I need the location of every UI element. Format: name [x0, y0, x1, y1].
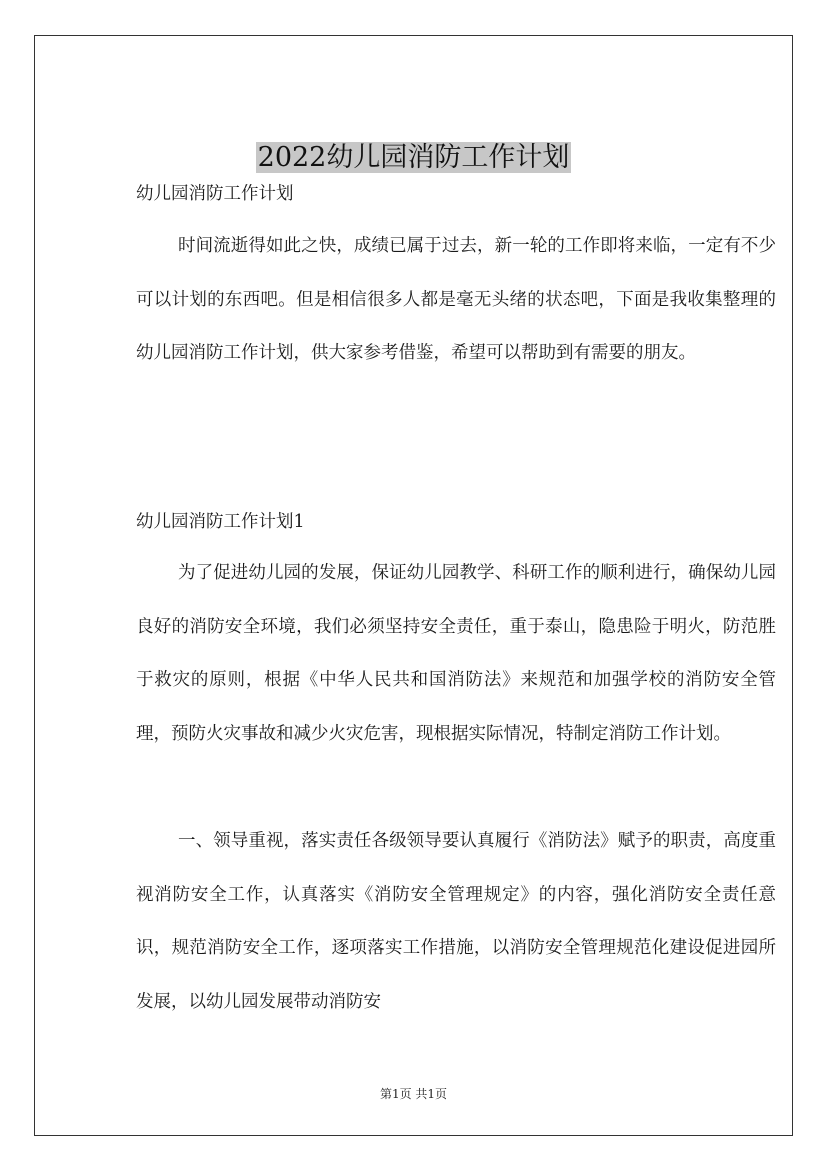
document-subtitle: 幼儿园消防工作计划	[136, 184, 294, 204]
document-title	[35, 138, 792, 178]
section-paragraph: 一、领导重视，落实责任各级领导要认真履行《消防法》赋予的职责，高度重视消防安全工作，认真落实《消防安全管理规定》的内容，强化消防安全责任意识，规范消防安全工作，逐项落实工作措施，以消防安全管理规范化建设促进园所发展，以幼儿园发展带动消防安	[136, 831, 776, 1012]
document-page	[34, 35, 793, 1136]
section-paragraph: 为了促进幼儿园的发展，保证幼儿园教学、科研工作的顺利进行，确保幼儿园良好的消防安全环境，我们必须坚持安全责任，重于泰山，隐患险于明火，防范胜于救灾的原则，根据《中华人民共和国消防法》来规范和加强学校的消防安全管理，预防火灾事故和减少火灾危害，现根据实际情况，特制定消防工作计划。	[136, 563, 776, 744]
section-heading: 幼儿园消防工作计划1	[136, 512, 305, 532]
page-number-footer: 第1页 共1页	[379, 1087, 448, 1101]
document-title-text: 2022幼儿园消防工作计划	[257, 142, 570, 173]
intro-paragraph: 时间流逝得如此之快，成绩已属于过去，新一轮的工作即将来临，一定有不少可以计划的东西吧。但是相信很多人都是毫无头绪的状态吧，下面是我收集整理的幼儿园消防工作计划，供大家参考借鉴，希望可以帮助到有需要的朋友。	[136, 236, 776, 363]
